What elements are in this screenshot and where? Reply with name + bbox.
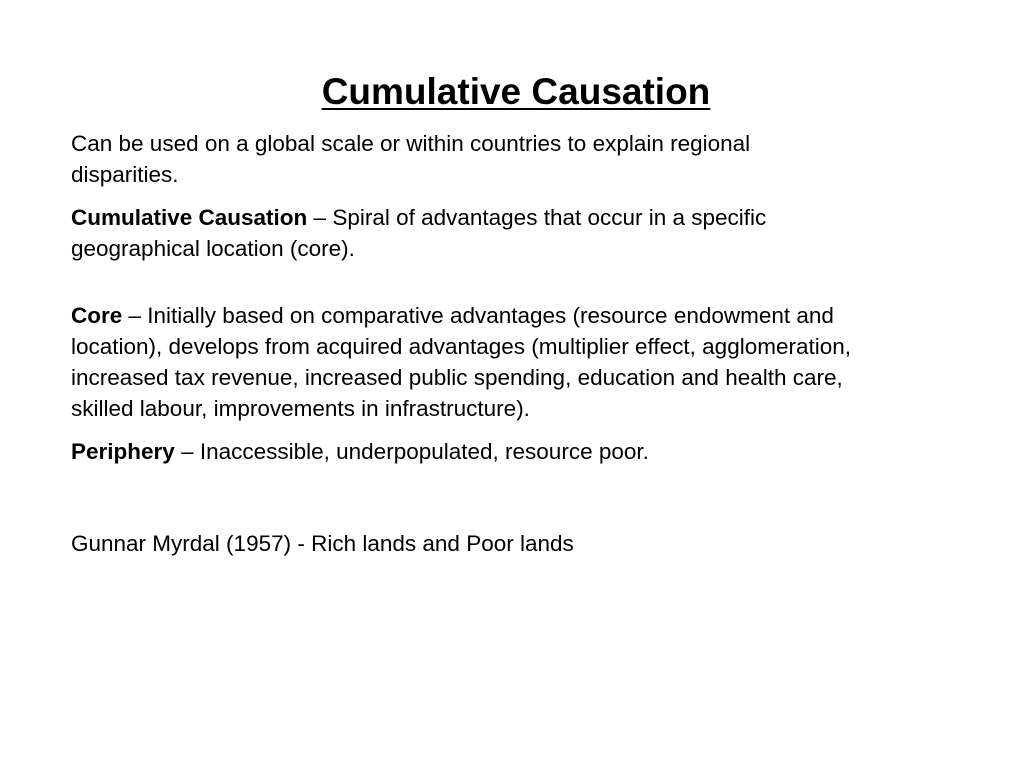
- definition-cumulative-causation: [71, 202, 766, 264]
- definition-core: [71, 300, 851, 424]
- definition-text-line-2: location), develops from acquired advantages (multiplier effect, agglomeration,: [71, 334, 852, 359]
- term-cumulative-causation: Cumulative Causation: [71, 205, 308, 230]
- source-citation: Gunnar Myrdal (1957) - Rich lands and Poor lands: [71, 531, 574, 556]
- definition-periphery: [71, 436, 649, 467]
- intro-line-1: Can be used on a global scale or within countries to explain regional: [71, 131, 751, 156]
- definition-text-line-1: – Initially based on comparative advantages (resource endowment and: [122, 303, 834, 328]
- definition-text-line-2: geographical location (core).: [71, 236, 355, 261]
- definition-text-line-1: – Inaccessible, underpopulated, resource poor.: [174, 439, 649, 464]
- term-periphery: Periphery: [71, 439, 175, 464]
- definition-text-line-1: – Spiral of advantages that occur in a specific: [307, 205, 767, 230]
- intro-line-2: disparities.: [71, 162, 179, 187]
- definition-text-line-3: increased tax revenue, increased public spending, education and health care,: [71, 365, 843, 390]
- definition-text-line-4: skilled labour, improvements in infrastructure).: [71, 396, 530, 421]
- intro-paragraph: [71, 128, 750, 190]
- term-core: Core: [71, 303, 123, 328]
- slide-title: Cumulative Causation: [321, 71, 711, 112]
